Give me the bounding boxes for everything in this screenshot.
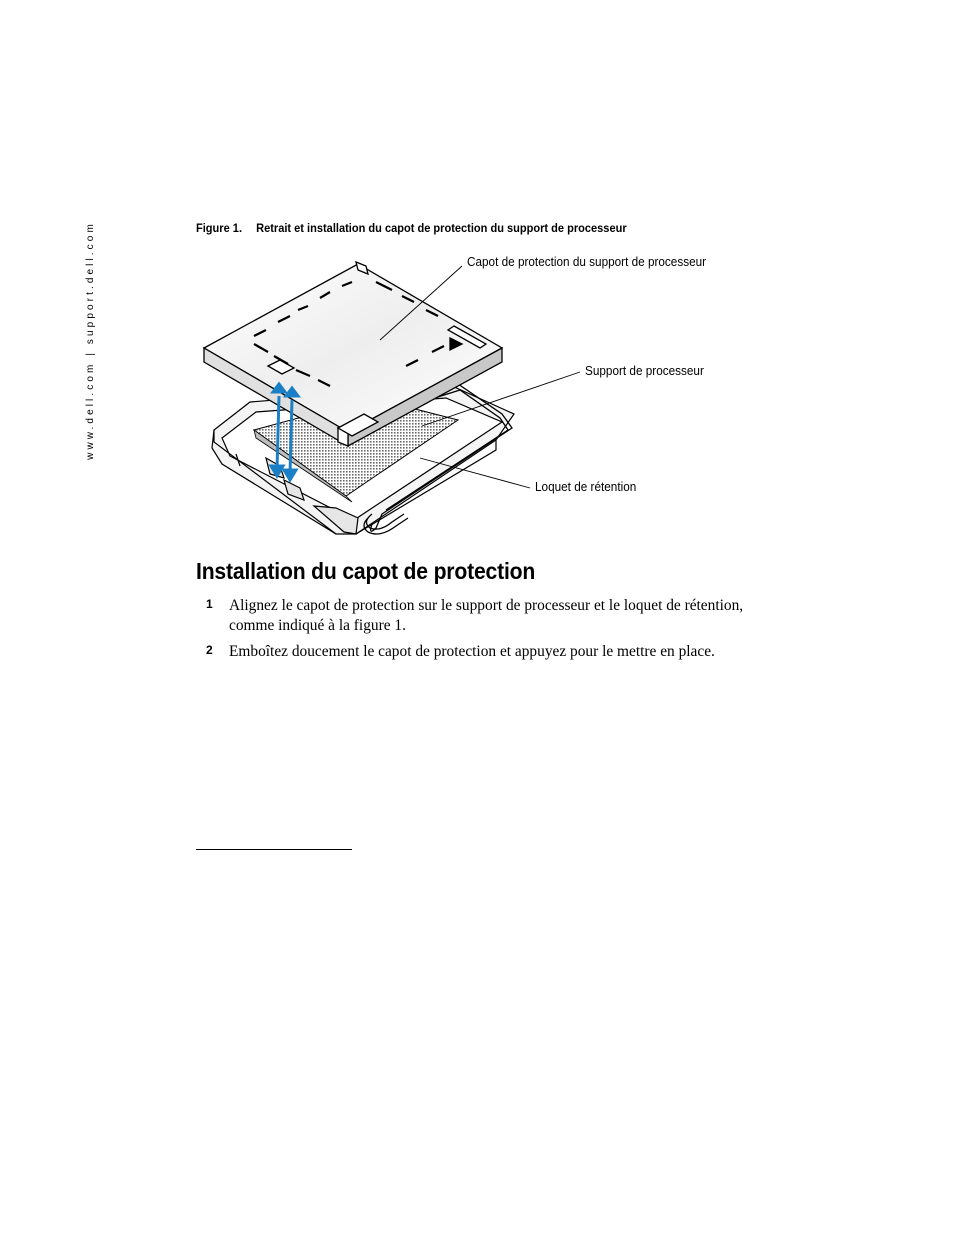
footnote-divider <box>196 849 352 850</box>
figure-caption <box>196 221 627 235</box>
callout-processor-socket: Support de processeur <box>585 364 704 378</box>
sidebar-url-text: www.dell.com | support.dell.com <box>84 220 96 460</box>
list-item <box>196 596 776 635</box>
list-item <box>196 642 776 662</box>
figure-number: Figure 1. <box>196 221 243 235</box>
socket-cover-illustration <box>196 252 756 542</box>
step-number: 1 <box>206 597 213 611</box>
callout-socket-cover: Capot de protection du support de processeur <box>467 255 707 269</box>
step-text: Alignez le capot de protection sur le support de processeur et le loquet de rétention, comme indiqué à la figure 1. <box>229 597 744 634</box>
section-title: Installation du capot de protection <box>196 558 536 584</box>
figure-illustration <box>196 252 756 542</box>
figure-title: Retrait et installation du capot de protection du support de processeur <box>256 221 627 235</box>
installation-steps <box>196 596 776 669</box>
step-text: Emboîtez doucement le capot de protection et appuyez pour le mettre en place. <box>229 643 715 660</box>
callout-retention-latch: Loquet de rétention <box>535 480 637 494</box>
step-number: 2 <box>206 643 213 657</box>
sidebar-url <box>82 222 98 458</box>
